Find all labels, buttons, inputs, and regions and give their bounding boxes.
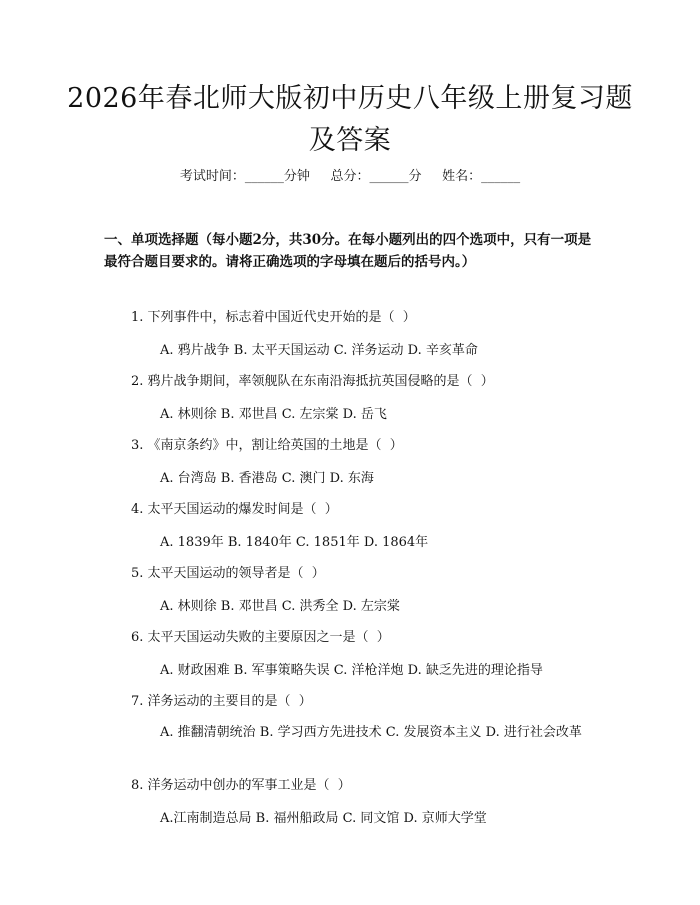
question-7-options: A. 推翻清朝统治 B. 学习西方先进技术 C. 发展资本主义 D. 进行社会改革 (160, 725, 582, 740)
question-3-options: A. 台湾岛 B. 香港岛 C. 澳门 D. 东海 (160, 471, 374, 486)
page-title: 2026年春北师大版初中历史八年级上册复习题及答案 (67, 83, 633, 156)
question-7-stem: 7. 洋务运动的主要目的是（ ） (131, 694, 312, 709)
question-4-stem: 4. 太平天国运动的爆发时间是（ ） (131, 502, 338, 517)
question-1-stem: 1. 下列事件中，标志着中国近代史开始的是（ ） (131, 310, 416, 325)
question-2-stem: 2. 鸦片战争期间，率领舰队在东南沿海抵抗英国侵略的是（ ） (131, 374, 494, 389)
question-4-options: A. 1839年 B. 1840年 C. 1851年 D. 1864年 (160, 535, 429, 550)
question-2-options: A. 林则徐 B. 邓世昌 C. 左宗棠 D. 岳飞 (160, 407, 387, 422)
question-6-stem: 6. 太平天国运动失败的主要原因之一是（ ） (131, 630, 390, 645)
section-heading: 一、单项选择题（每小题2分，共30分。在每小题列出的四个选项中，只有一项是最符合题目要求的。请将正确选项的字母填在题后的括号内。） (104, 232, 592, 270)
question-5-stem: 5. 太平天国运动的领导者是（ ） (131, 566, 325, 581)
question-8-options: A.江南制造总局 B. 福州船政局 C. 同文馆 D. 京师大学堂 (160, 811, 487, 826)
exam-info-line: 考试时间：______分钟 总分：______分 姓名：______ (179, 169, 521, 184)
question-6-options: A. 财政困难 B. 军事策略失误 C. 洋枪洋炮 D. 缺乏先进的理论指导 (160, 663, 543, 678)
question-8-stem: 8. 洋务运动中创办的军事工业是（ ） (131, 778, 351, 793)
question-5-options: A. 林则徐 B. 邓世昌 C. 洪秀全 D. 左宗棠 (160, 599, 400, 614)
question-1-options: A. 鸦片战争 B. 太平天国运动 C. 洋务运动 D. 辛亥革命 (160, 343, 478, 358)
question-3-stem: 3. 《南京条约》中，割让给英国的土地是（ ） (131, 438, 403, 453)
